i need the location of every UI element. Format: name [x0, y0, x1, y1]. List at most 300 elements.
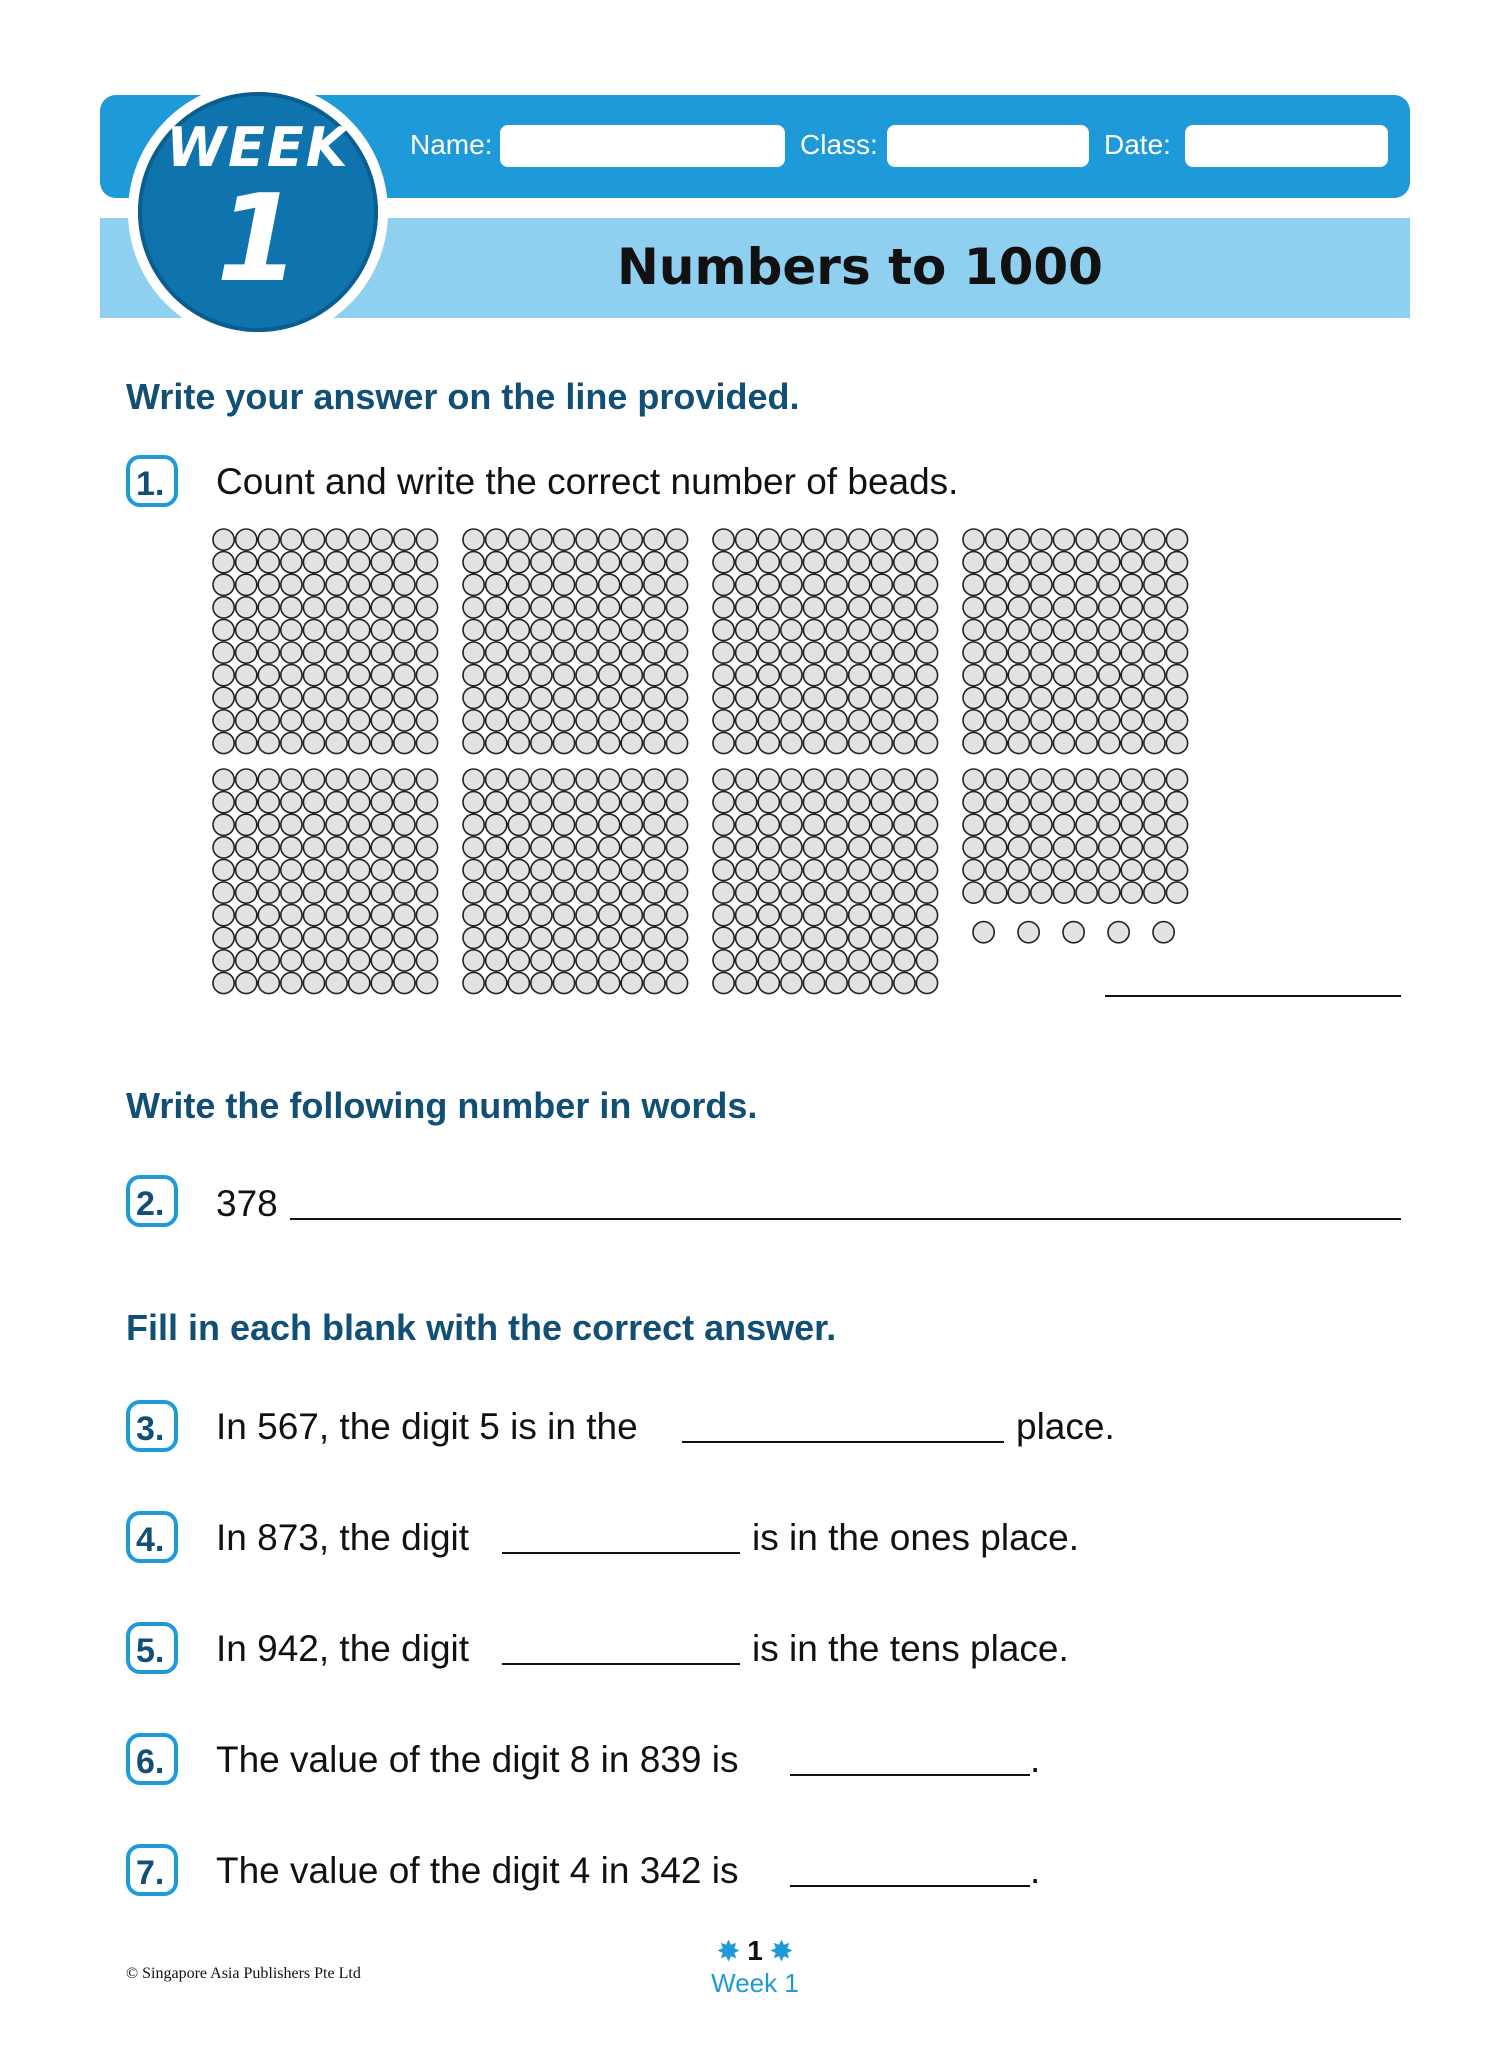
hundred-bead [1099, 687, 1120, 708]
hundred-bead [213, 665, 234, 686]
hundred-bead [486, 814, 507, 835]
hundred-bead [803, 710, 824, 731]
hundred-bead [736, 665, 757, 686]
hundred-bead [666, 619, 687, 640]
hundred-bead [713, 769, 734, 790]
hundred-bead [713, 710, 734, 731]
hundred-bead [531, 665, 552, 686]
hundred-bead [213, 950, 234, 971]
hundred-bead [803, 597, 824, 618]
hundred-bead [758, 665, 779, 686]
name-label: Name: [410, 129, 493, 160]
hundred-bead [1144, 574, 1165, 595]
hundred-bead [236, 972, 257, 993]
hundred-bead [303, 792, 324, 813]
hundred-bead [803, 529, 824, 550]
ten-bead [986, 859, 1007, 880]
hundred-bead [1121, 619, 1142, 640]
hundred-bead [281, 687, 302, 708]
hundred-bead [644, 687, 665, 708]
hundred-bead [463, 972, 484, 993]
hundred-bead [281, 619, 302, 640]
hundred-bead [303, 597, 324, 618]
hundred-bead [213, 792, 234, 813]
hundred-bead [1166, 665, 1187, 686]
hundred-bead [826, 732, 847, 753]
hundred-bead [371, 972, 392, 993]
hundred-bead [553, 619, 574, 640]
hundred-bead [281, 529, 302, 550]
hundred-bead [849, 927, 870, 948]
hundred-bead [644, 769, 665, 790]
hundred-bead [781, 665, 802, 686]
hundred-bead [803, 927, 824, 948]
hundred-bead [553, 927, 574, 948]
hundred-bead [349, 859, 370, 880]
hundred-bead [553, 882, 574, 903]
ten-bead [1144, 882, 1165, 903]
hundred-bead [713, 950, 734, 971]
hundred-bead [1166, 687, 1187, 708]
hundred-bead [281, 574, 302, 595]
hundred-bead [1166, 574, 1187, 595]
name-field[interactable] [500, 125, 785, 167]
hundred-bead [1076, 597, 1097, 618]
ten-bead [1166, 859, 1187, 880]
hundred-bead [303, 732, 324, 753]
hundred-bead [416, 710, 437, 731]
hundred-bead [781, 814, 802, 835]
hundred-bead [486, 837, 507, 858]
hundred-bead [508, 837, 529, 858]
one-bead [1108, 922, 1129, 943]
hundred-bead [621, 642, 642, 663]
hundred-bead [553, 769, 574, 790]
hundred-bead [371, 597, 392, 618]
hundred-bead [666, 665, 687, 686]
hundred-bead [486, 905, 507, 926]
hundred-bead [553, 574, 574, 595]
hundred-bead [781, 619, 802, 640]
hundred-bead [644, 972, 665, 993]
hundred-bead [213, 687, 234, 708]
hundred-bead [508, 905, 529, 926]
footer-week: Week 1 [711, 1968, 799, 1998]
hundred-bead [463, 859, 484, 880]
ten-bead [1144, 792, 1165, 813]
hundred-bead [416, 665, 437, 686]
hundred-bead [1166, 597, 1187, 618]
hundred-bead [394, 619, 415, 640]
ten-bead [1031, 792, 1052, 813]
hundred-bead [826, 552, 847, 573]
hundred-bead [758, 597, 779, 618]
hundred-bead [281, 552, 302, 573]
hundred-bead [781, 950, 802, 971]
hundred-bead [326, 950, 347, 971]
hundred-bead [916, 619, 937, 640]
hundred-bead [736, 574, 757, 595]
hundred-bead [531, 972, 552, 993]
hundred-bead [758, 552, 779, 573]
hundred-bead [871, 859, 892, 880]
question-number-2: 2. [126, 1175, 178, 1227]
hundred-bead [371, 665, 392, 686]
hundred-bead [713, 642, 734, 663]
hundred-bead [736, 882, 757, 903]
hundred-bead [894, 574, 915, 595]
hundred-bead [463, 597, 484, 618]
hundred-bead [599, 574, 620, 595]
ten-bead [1076, 859, 1097, 880]
hundred-bead [871, 574, 892, 595]
class-field[interactable] [887, 125, 1089, 167]
hundred-bead [849, 859, 870, 880]
answer-line-4[interactable] [502, 1552, 740, 1554]
ten-bead [963, 859, 984, 880]
hundred-bead [1053, 642, 1074, 663]
hundred-bead [758, 950, 779, 971]
ten-bead [1166, 882, 1187, 903]
hundred-bead [803, 882, 824, 903]
ten-bead [1031, 837, 1052, 858]
ten-bead [1031, 882, 1052, 903]
hundred-bead [236, 665, 257, 686]
ten-bead [1099, 769, 1120, 790]
hundred-bead [416, 905, 437, 926]
hundred-bead [849, 972, 870, 993]
hundred-bead [916, 597, 937, 618]
hundred-bead [258, 732, 279, 753]
hundred-bead [349, 769, 370, 790]
hundred-bead [416, 837, 437, 858]
hundred-bead [1144, 529, 1165, 550]
hundred-bead [416, 769, 437, 790]
hundred-bead [644, 950, 665, 971]
hundred-bead [1099, 552, 1120, 573]
ten-bead [1099, 792, 1120, 813]
hundred-bead [326, 597, 347, 618]
hundred-bead [758, 687, 779, 708]
hundred-bead [736, 687, 757, 708]
hundred-bead [621, 710, 642, 731]
hundred-bead [1144, 619, 1165, 640]
beads-illustration [212, 528, 1212, 1008]
hundred-bead [781, 859, 802, 880]
question-2-number: 378 [216, 1183, 278, 1224]
hundred-bead [371, 769, 392, 790]
ten-bead [1144, 859, 1165, 880]
hundred-bead [871, 529, 892, 550]
ten-bead [1076, 814, 1097, 835]
ten-bead [986, 814, 1007, 835]
hundred-bead [1144, 687, 1165, 708]
hundred-bead [666, 769, 687, 790]
hundred-bead [1053, 619, 1074, 640]
page-number [700, 1935, 810, 1967]
hundred-bead [416, 927, 437, 948]
hundred-bead [531, 619, 552, 640]
hundred-bead [849, 792, 870, 813]
hundred-bead [326, 732, 347, 753]
hundred-bead [644, 814, 665, 835]
hundred-bead [508, 769, 529, 790]
ten-bead [986, 882, 1007, 903]
hundred-bead [894, 814, 915, 835]
hundred-bead [871, 792, 892, 813]
hundred-bead [213, 642, 234, 663]
hundred-bead [803, 837, 824, 858]
hundred-bead [849, 574, 870, 595]
hundred-bead [621, 950, 642, 971]
hundred-bead [508, 574, 529, 595]
hundred-bead [826, 769, 847, 790]
hundred-bead [416, 619, 437, 640]
hundred-bead [644, 732, 665, 753]
hundred-bead [599, 837, 620, 858]
hundred-bead [553, 972, 574, 993]
hundred-bead [371, 792, 392, 813]
hundred-bead [644, 837, 665, 858]
hundred-bead [871, 882, 892, 903]
ten-bead [963, 769, 984, 790]
hundred-bead [349, 529, 370, 550]
week-badge-number: 1 [216, 170, 300, 309]
hundred-bead [326, 814, 347, 835]
hundred-bead [713, 972, 734, 993]
hundred-bead [1099, 732, 1120, 753]
hundred-bead [371, 642, 392, 663]
hundred-bead [258, 619, 279, 640]
ten-bead [1166, 814, 1187, 835]
hundred-bead [1031, 687, 1052, 708]
hundred-bead [576, 687, 597, 708]
hundred-bead [349, 732, 370, 753]
hundred-bead [1053, 687, 1074, 708]
hundred-bead [1121, 732, 1142, 753]
hundred-bead [621, 837, 642, 858]
hundred-bead [916, 882, 937, 903]
hundred-bead [576, 619, 597, 640]
hundred-bead [258, 927, 279, 948]
hundred-bead [781, 529, 802, 550]
hundred-bead [303, 642, 324, 663]
hundred-bead [416, 574, 437, 595]
hundred-bead [236, 710, 257, 731]
hundred-bead [849, 642, 870, 663]
answer-line-3[interactable] [682, 1441, 1004, 1443]
hundred-bead [713, 814, 734, 835]
hundred-bead [736, 814, 757, 835]
hundred-bead [1099, 597, 1120, 618]
hundred-bead [236, 837, 257, 858]
hundred-bead [576, 769, 597, 790]
answer-line-7[interactable] [790, 1885, 1030, 1887]
hundred-bead [916, 792, 937, 813]
class-label: Class: [800, 129, 878, 160]
hundred-bead [781, 882, 802, 903]
hundred-bead [803, 687, 824, 708]
ten-bead [986, 837, 1007, 858]
hundred-bead [553, 792, 574, 813]
hundred-bead [736, 552, 757, 573]
hundred-bead [258, 710, 279, 731]
hundred-bead [236, 882, 257, 903]
hundred-bead [303, 859, 324, 880]
hundred-bead [576, 710, 597, 731]
hundred-bead [1008, 552, 1029, 573]
hundred-bead [463, 792, 484, 813]
hundred-bead [508, 597, 529, 618]
hundred-bead [894, 597, 915, 618]
hundred-bead [508, 814, 529, 835]
hundred-bead [758, 710, 779, 731]
hundred-bead [826, 665, 847, 686]
hundred-bead [531, 837, 552, 858]
answer-line-6[interactable] [790, 1774, 1030, 1776]
hundred-bead [781, 687, 802, 708]
hundred-bead [394, 642, 415, 663]
hundred-bead [916, 950, 937, 971]
hundred-bead [666, 574, 687, 595]
hundred-bead [871, 972, 892, 993]
hundred-bead [236, 950, 257, 971]
hundred-bead [258, 905, 279, 926]
star-left-icon: ✸ [717, 1936, 740, 1966]
hundred-bead [986, 597, 1007, 618]
hundred-bead [621, 792, 642, 813]
hundred-bead [894, 552, 915, 573]
hundred-bead [963, 665, 984, 686]
hundred-bead [894, 710, 915, 731]
hundred-bead [894, 642, 915, 663]
hundred-bead [1121, 552, 1142, 573]
hundred-bead [303, 950, 324, 971]
hundred-bead [599, 859, 620, 880]
hundred-bead [621, 732, 642, 753]
hundred-bead [666, 792, 687, 813]
hundred-bead [394, 665, 415, 686]
hundred-bead [303, 972, 324, 993]
hundred-bead [553, 597, 574, 618]
hundred-bead [236, 905, 257, 926]
hundred-bead [508, 950, 529, 971]
hundred-bead [1099, 619, 1120, 640]
hundred-bead [871, 619, 892, 640]
hundred-bead [871, 769, 892, 790]
hundred-bead [416, 814, 437, 835]
hundred-bead [916, 927, 937, 948]
hundred-bead [758, 792, 779, 813]
hundred-bead [713, 597, 734, 618]
hundred-bead [1166, 642, 1187, 663]
question-3-before: In 567, the digit 5 is in the [216, 1406, 638, 1447]
hundred-bead [826, 687, 847, 708]
hundred-bead [644, 574, 665, 595]
hundred-bead [1166, 710, 1187, 731]
hundred-bead [486, 732, 507, 753]
hundred-bead [1099, 529, 1120, 550]
hundred-bead [416, 950, 437, 971]
hundred-bead [486, 792, 507, 813]
hundred-bead [781, 927, 802, 948]
question-number-5: 5. [126, 1622, 178, 1674]
answer-line-5[interactable] [502, 1663, 740, 1665]
hundred-bead [736, 972, 757, 993]
answer-line-2[interactable] [290, 1218, 1401, 1220]
hundred-bead [281, 792, 302, 813]
hundred-bead [281, 882, 302, 903]
hundred-bead [213, 710, 234, 731]
hundred-bead [849, 529, 870, 550]
hundred-bead [849, 619, 870, 640]
hundred-bead [599, 814, 620, 835]
instruction-2: Write the following number in words. [126, 1085, 758, 1126]
hundred-bead [713, 665, 734, 686]
hundred-bead [531, 552, 552, 573]
date-field[interactable] [1185, 125, 1388, 167]
hundred-bead [576, 837, 597, 858]
hundred-bead [599, 687, 620, 708]
hundred-bead [916, 814, 937, 835]
ten-bead [1031, 769, 1052, 790]
hundred-bead [236, 552, 257, 573]
hundred-bead [463, 905, 484, 926]
page-title: Numbers to 1000 [617, 238, 1103, 296]
ten-bead [1053, 769, 1074, 790]
hundred-bead [508, 882, 529, 903]
hundred-bead [1031, 642, 1052, 663]
hundred-bead [621, 529, 642, 550]
hundred-bead [1076, 710, 1097, 731]
hundred-bead [963, 732, 984, 753]
hundred-bead [463, 710, 484, 731]
question-3-after: place. [1016, 1406, 1115, 1447]
hundred-bead [349, 665, 370, 686]
hundred-bead [826, 597, 847, 618]
ten-bead [963, 837, 984, 858]
ten-bead [1053, 882, 1074, 903]
hundred-bead [371, 882, 392, 903]
hundred-bead [849, 905, 870, 926]
hundred-bead [803, 642, 824, 663]
hundred-bead [486, 665, 507, 686]
hundred-bead [599, 882, 620, 903]
hundred-bead [758, 837, 779, 858]
hundred-bead [416, 732, 437, 753]
question-number-6: 6. [126, 1733, 178, 1785]
hundred-bead [1144, 732, 1165, 753]
hundred-bead [849, 814, 870, 835]
hundred-bead [758, 882, 779, 903]
hundred-bead [463, 529, 484, 550]
hundred-bead [371, 732, 392, 753]
hundred-bead [576, 529, 597, 550]
hundred-bead [371, 687, 392, 708]
hundred-bead [666, 950, 687, 971]
answer-line-1[interactable] [1105, 995, 1401, 997]
hundred-bead [803, 732, 824, 753]
hundred-bead [1053, 574, 1074, 595]
hundred-bead [758, 927, 779, 948]
hundred-bead [599, 642, 620, 663]
hundred-bead [326, 792, 347, 813]
hundred-bead [576, 597, 597, 618]
hundred-bead [849, 665, 870, 686]
hundred-bead [394, 687, 415, 708]
hundred-bead [508, 710, 529, 731]
hundred-bead [916, 665, 937, 686]
